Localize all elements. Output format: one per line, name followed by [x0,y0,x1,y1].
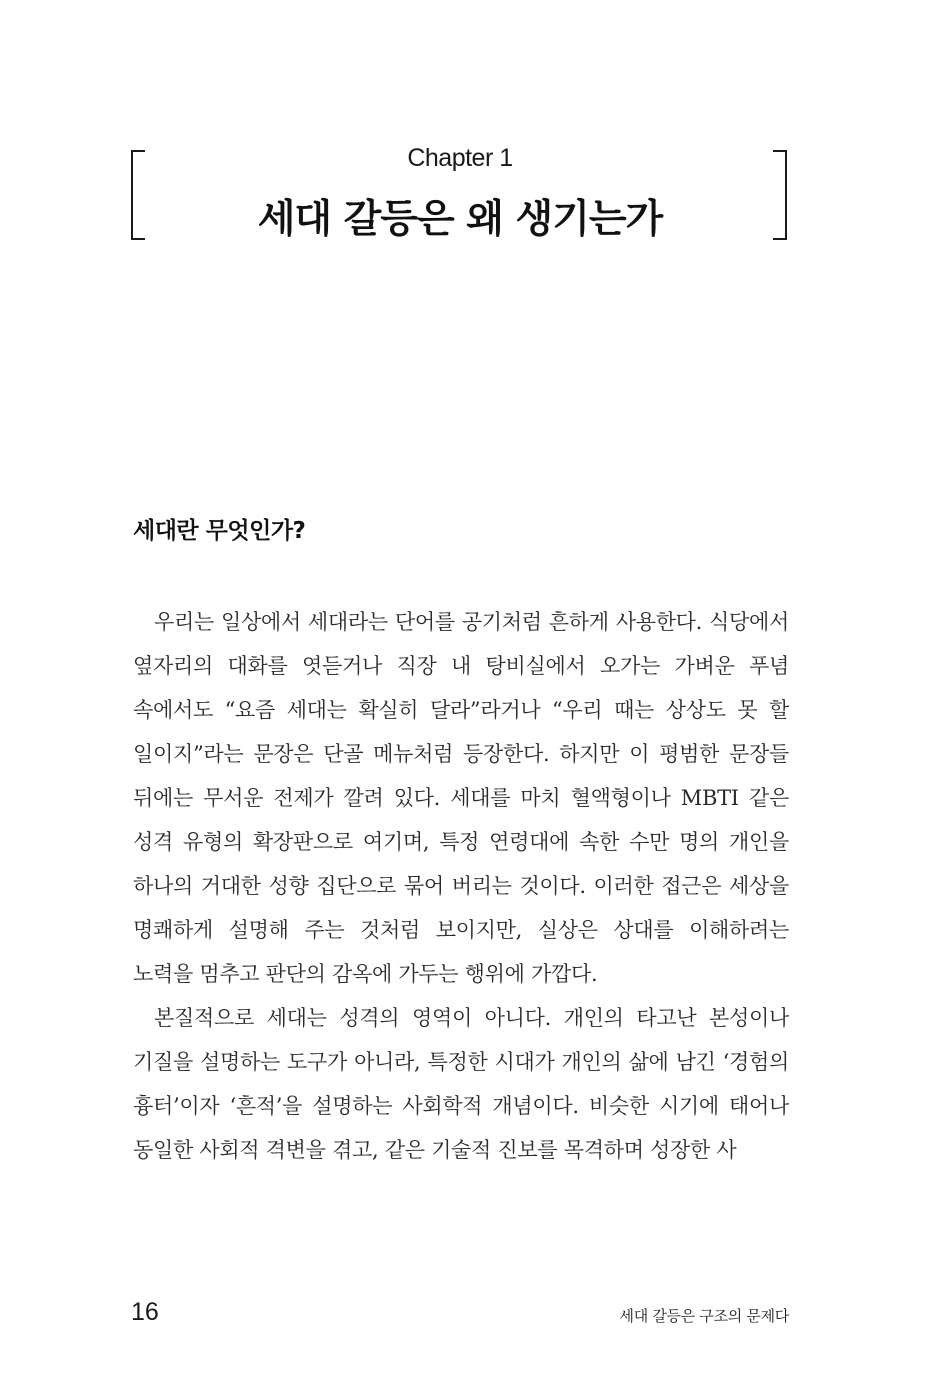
paragraph: 우리는 일상에서 세대라는 단어를 공기처럼 흔하게 사용한다. 식당에서 옆자리의 대화를 엿듣거나 직장 내 탕비실에서 오가는 가벼운 푸념 속에서도 “요즘 세대는 확실히 달라”라거나 “우리 때는 상상도 못 할 일이지”라는 문장은 단골 메뉴처럼 등장한다. 하지만 이 평범한 문장들 뒤에는 무서운 전제가 깔려 있다. 세대를 마치 혈액형이나 MBTI 같은 성격 유형의 확장판으로 여기며, 특정 연령대에 속한 수만 명의 개인을 하나의 거대한 성향 집단으로 묶어 버리는 것이다. 이러한 접근은 세상을 명쾌하게 설명해 주는 것처럼 보이지만, 실상은 상대를 이해하려는 노력을 멈추고 판단의 감옥에 가두는 행위에 가깝다. [133,610,789,986]
paragraph: 본질적으로 세대는 성격의 영역이 아니다. 개인의 타고난 본성이나 기질을 설명하는 도구가 아니라, 특정한 시대가 개인의 삶에 남긴 ‘경험의 흉터’이자 ‘흔적’을 설명하는 사회학적 개념이다. 비슷한 시기에 태어나 동일한 사회적 격변을 겪고, 같은 기술적 진보를 목격하며 성장한 사 [133,1006,789,1162]
chapter-label: Chapter 1 [407,144,513,172]
body-text [133,600,789,1172]
page-number: 16 [131,1298,159,1326]
chapter-title: 세대 갈등은 왜 생기는가 [257,197,663,242]
running-title: 세대 갈등은 구조의 문제다 [619,1307,789,1325]
section-heading: 세대란 무엇인가? [133,518,306,544]
